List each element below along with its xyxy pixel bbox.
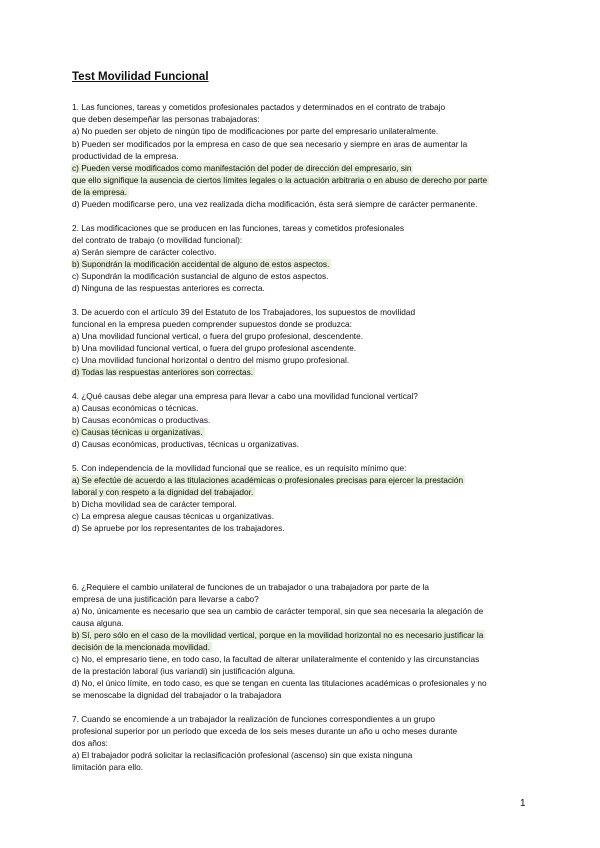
answer-3d-correct: d) Todas las respuestas anteriores son correctas. — [72, 367, 254, 377]
answer-2d: d) Ninguna de las respuestas anteriores es correcta. — [72, 283, 265, 293]
document-title: Test Movilidad Funcional — [72, 71, 209, 83]
answer-6c: c) No, el empresario tiene, en todo caso, la facultad de alterar unilateralmente el contenido y las circunstancias — [72, 654, 480, 664]
question-7-text: dos años: — [72, 738, 108, 748]
answer-5a-correct: laboral y con respeto a la dignidad del trabajador. — [72, 487, 254, 497]
answer-1b: productividad de la empresa. — [72, 151, 179, 161]
answer-6d: d) No, el único límite, en todo caso, es que se tengan en cuenta las titulaciones académicas o profesionales y no — [72, 678, 487, 688]
answer-2c: c) Supondrán la modificación sustancial de alguno de estos aspectos. — [72, 271, 329, 281]
answer-4c-correct: c) Causas técnicas u organizativas. — [72, 427, 203, 437]
answer-1b: b) Pueden ser modificados por la empresa en caso de que sea necesario y siempre en aras de aumentar la — [72, 139, 468, 149]
answer-1c-correct: c) Pueden verse modificados como manifestación del poder de dirección del empresario, sin — [72, 163, 412, 173]
question-1-text: que deben desempeñar las personas trabajadoras: — [72, 114, 260, 124]
answer-3a: a) Una movilidad funcional vertical, o fuera del grupo profesional, descendente. — [72, 331, 364, 341]
answer-5c: c) La empresa alegue causas técnicas u organizativas. — [72, 511, 275, 521]
answer-3c: c) Una movilidad funcional horizontal o dentro del mismo grupo profesional. — [72, 355, 350, 365]
answer-1d: d) Pueden modificarse pero, una vez realizada dicha modificación, ésta será siempre de carácter permanente. — [72, 199, 478, 209]
answer-5d: d) Se apruebe por los representantes de los trabajadores. — [72, 523, 285, 533]
question-4-text: 4. ¿Qué causas debe alegar una empresa para llevar a cabo una movilidad funcional vertical? — [72, 391, 418, 401]
page-number: 1 — [520, 798, 526, 809]
answer-4d: d) Causas económicas, productivas, técnicas u organizativas. — [72, 439, 299, 449]
question-7-text: profesional superior por un período que exceda de los seis meses durante un año u ocho meses durante — [72, 726, 458, 736]
question-6-text: 6. ¿Requiere el cambio unilateral de funciones de un trabajador o una trabajadora por parte de la — [72, 582, 429, 592]
answer-1c-correct: que ello signifique la ausencia de ciertos límites legales o la actuación arbitraria o en abuso de derecho por parte — [72, 175, 488, 185]
answer-1c-correct: de la empresa. — [72, 187, 127, 197]
answer-4b: b) Causas económicas o productivas. — [72, 415, 211, 425]
answer-2a: a) Serán siempre de carácter colectivo. — [72, 247, 217, 257]
answer-6d: se menoscabe la dignidad del trabajador o la trabajadora — [72, 690, 282, 700]
answer-5a-correct: a) Se efectúe de acuerdo a las titulaciones académicas o profesionales precisas para ejercer la prestación — [72, 475, 464, 485]
question-2-text: 2. Las modificaciones que se producen en las funciones, tareas y cometidos profesionales — [72, 223, 405, 233]
answer-6b-correct: decisión de la mencionada movilidad. — [72, 642, 210, 652]
question-6-text: empresa de una justificación para llevarse a cabo? — [72, 594, 259, 604]
question-3-text: funcional en la empresa pueden comprender supuestos donde se produzca: — [72, 319, 352, 329]
answer-7a: a) El trabajador podrá solicitar la reclasificación profesional (ascenso) sin que exista ninguna — [72, 750, 413, 760]
answer-6c: de la prestación laboral (ius variandi) sin justificación alguna. — [72, 666, 296, 676]
question-1-text: 1. Las funciones, tareas y cometidos profesionales pactados y determinados en el contrato de trabajo — [72, 102, 446, 112]
answer-6b-correct: b) Sí, pero sólo en el caso de la movilidad vertical, porque en la movilidad horizontal no es necesario justificar la — [72, 630, 484, 640]
question-3-text: 3. De acuerdo con el artículo 39 del Estatuto de los Trabajadores, los supuestos de movilidad — [72, 307, 416, 317]
answer-3b: b) Una movilidad funcional vertical, o fuera del grupo profesional ascendente. — [72, 343, 357, 353]
answer-7a: limitación para ello. — [72, 762, 144, 772]
answer-2b-correct: b) Supondrán la modificación accidental de alguno de estos aspectos. — [72, 259, 330, 269]
question-5-text: 5. Con independencia de la movilidad funcional que se realice, es un requisito mínimo que: — [72, 463, 407, 473]
question-2-text: del contrato de trabajo (o movilidad funcional): — [72, 235, 243, 245]
answer-1a: a) No pueden ser objeto de ningún tipo de modificaciones por parte del empresario unilateralmente. — [72, 126, 439, 136]
answer-6a: causa alguna. — [72, 618, 124, 628]
question-7-text: 7. Cuando se encomiende a un trabajador la realización de funciones correspondientes a un grupo — [72, 714, 436, 724]
answer-6a: a) No, únicamente es necesario que sea un cambio de carácter temporal, sin que sea necesaria la alegación de — [72, 606, 484, 616]
answer-4a: a) Causas económicas o técnicas. — [72, 403, 199, 413]
answer-5b: b) Dicha movilidad sea de carácter temporal. — [72, 499, 237, 509]
